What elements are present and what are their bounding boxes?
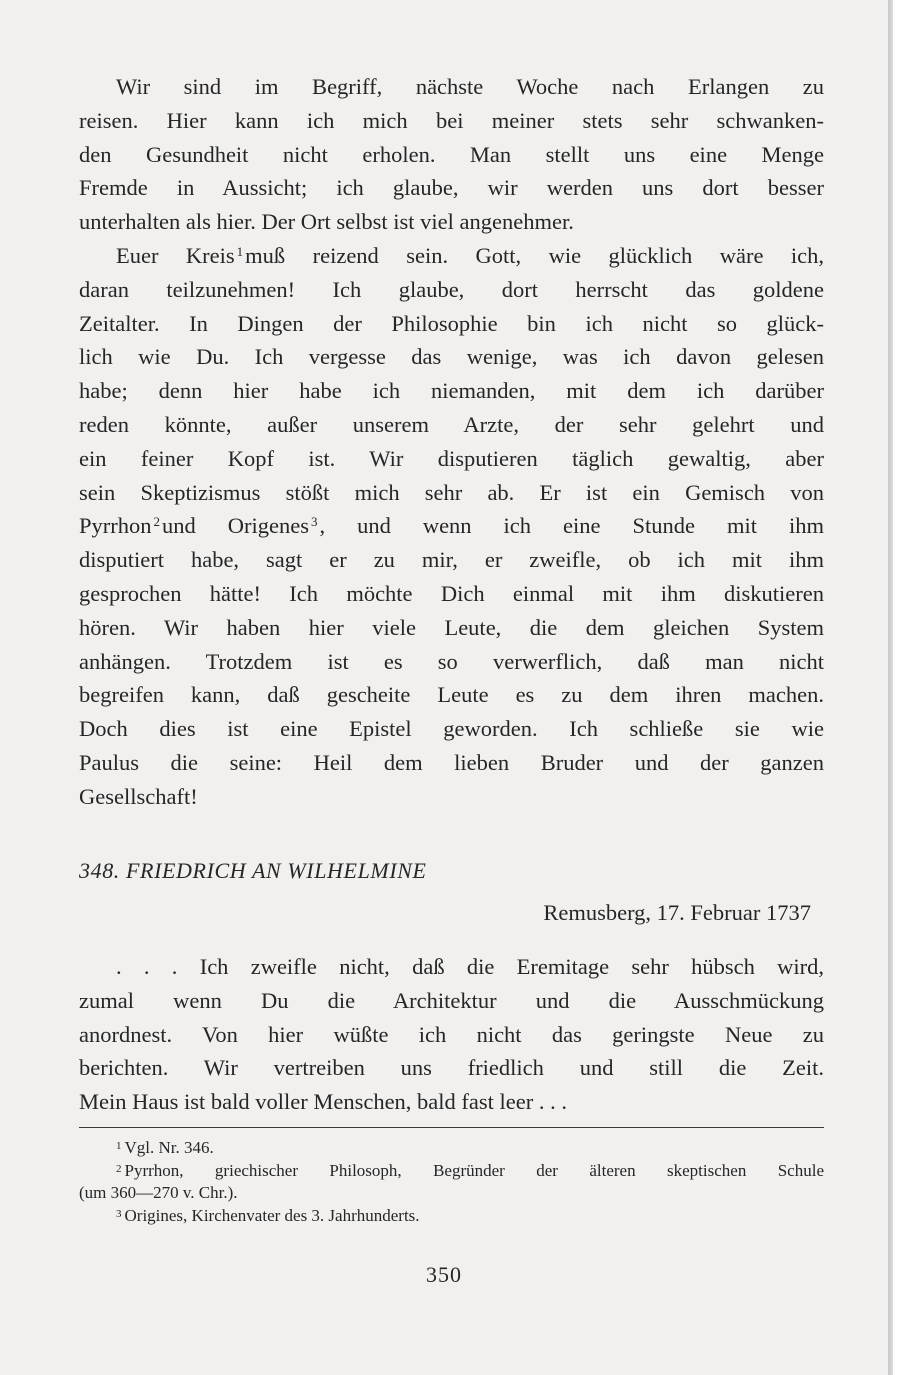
- letter-heading: 348. FRIEDRICH AN WILHELMINE: [79, 858, 427, 883]
- text-line: ein feiner Kopf ist. Wir disputieren täglich gewaltig, aber: [79, 445, 824, 471]
- letter-continuation: [79, 70, 824, 814]
- letter-dateline: Remusberg, 17. Februar 1737: [543, 900, 811, 925]
- footnote-ref-3[interactable]: 3: [310, 514, 318, 530]
- text-line: Paulus die seine: Heil dem lieben Bruder und der ganzen: [79, 749, 824, 775]
- text-line: begreifen kann, daß gescheite Leute es zu dem ihren machen.: [79, 682, 824, 708]
- footnote-ref-2[interactable]: 2: [153, 514, 160, 530]
- text-line: den Gesundheit nicht erholen. Man stellt uns eine Menge: [79, 141, 824, 167]
- footnote-number: 1: [116, 1140, 122, 1152]
- text-line: berichten. Wir vertreiben uns friedlich und still die Zeit.: [79, 1055, 824, 1081]
- text-line: . . . Ich zweifle nicht, daß die Eremitage sehr hübsch wird,: [116, 954, 824, 979]
- footnote-3: [79, 1205, 824, 1228]
- footnote-2: [79, 1160, 824, 1183]
- text-line-with-footnotes: [79, 509, 824, 543]
- text-line: anhängen. Trotzdem ist es so verwerflich, daß man nicht: [79, 648, 824, 674]
- text-line-with-footnote: [79, 239, 824, 273]
- text-line: Mein Haus ist bald voller Menschen, bald fast leer . . .: [79, 1089, 568, 1115]
- text-line: daran teilzunehmen! Ich glaube, dort herrscht das goldene: [79, 276, 824, 302]
- text-line: disputiert habe, sagt er zu mir, er zweifle, ob ich mit ihm: [79, 547, 824, 573]
- text-line: zumal wenn Du die Architektur und die Ausschmückung: [79, 987, 824, 1013]
- text-line: reden könnte, außer unserem Arzte, der sehr gelehrt und: [79, 411, 824, 437]
- page-edge-shadow: [888, 0, 893, 1375]
- text-line: habe; denn hier habe ich niemanden, mit dem ich darüber: [79, 378, 824, 404]
- page-number: 350: [426, 1262, 462, 1287]
- footnote-number: 3: [116, 1207, 122, 1220]
- footnote-number: 2: [116, 1162, 122, 1175]
- footnote-text: Vgl. Nr. 346.: [124, 1138, 214, 1157]
- text-segment: Pyrrhon: [79, 513, 152, 539]
- text-line: reisen. Hier kann ich mich bei meiner stets sehr schwanken-: [79, 107, 824, 133]
- footnote-text: Pyrrhon, griechischer Philosoph, Begründer der älteren skeptischen Schule: [124, 1160, 824, 1180]
- text-line: Gesellschaft!: [79, 783, 198, 809]
- text-line: Fremde in Aussicht; ich glaube, wir werden uns dort besser: [79, 175, 824, 201]
- text-line: sein Skeptizismus stößt mich sehr ab. Er ist ein Gemisch von: [79, 479, 824, 505]
- text-segment: und Origenes: [162, 513, 309, 539]
- text-line: lich wie Du. Ich vergesse das wenige, was ich davon gelesen: [79, 344, 824, 370]
- footnote-text: Origines, Kirchenvater des 3. Jahrhunderts.: [124, 1205, 420, 1225]
- text-segment: , und wenn ich eine Stunde mit ihm: [319, 513, 824, 539]
- footnote-1: [79, 1137, 824, 1160]
- text-line: Zeitalter. In Dingen der Philosophie bin ich nicht so glück-: [79, 310, 824, 336]
- footnotes: [79, 1137, 824, 1227]
- text-line: gesprochen hätte! Ich möchte Dich einmal mit ihm diskutieren: [79, 580, 824, 606]
- text-line: anordnest. Von hier wüßte ich nicht das geringste Neue zu: [79, 1021, 824, 1047]
- text-line: hören. Wir haben hier viele Leute, die dem gleichen System: [79, 614, 824, 640]
- text-line: unterhalten als hier. Der Ort selbst ist viel angenehmer.: [79, 209, 574, 235]
- text-line: Wir sind im Begriff, nächste Woche nach Erlangen zu: [116, 74, 824, 99]
- letter-348-body: [79, 950, 824, 1119]
- footnote-divider: [79, 1127, 824, 1128]
- footnote-ref-1[interactable]: 1: [236, 243, 244, 259]
- text-segment: Euer Kreis: [116, 242, 235, 268]
- text-segment: muß reizend sein. Gott, wie glücklich wäre ich,: [245, 242, 824, 268]
- text-line: Doch dies ist eine Epistel geworden. Ich schließe sie wie: [79, 716, 824, 742]
- footnote-2-continuation: (um 360—270 v. Chr.).: [79, 1183, 238, 1202]
